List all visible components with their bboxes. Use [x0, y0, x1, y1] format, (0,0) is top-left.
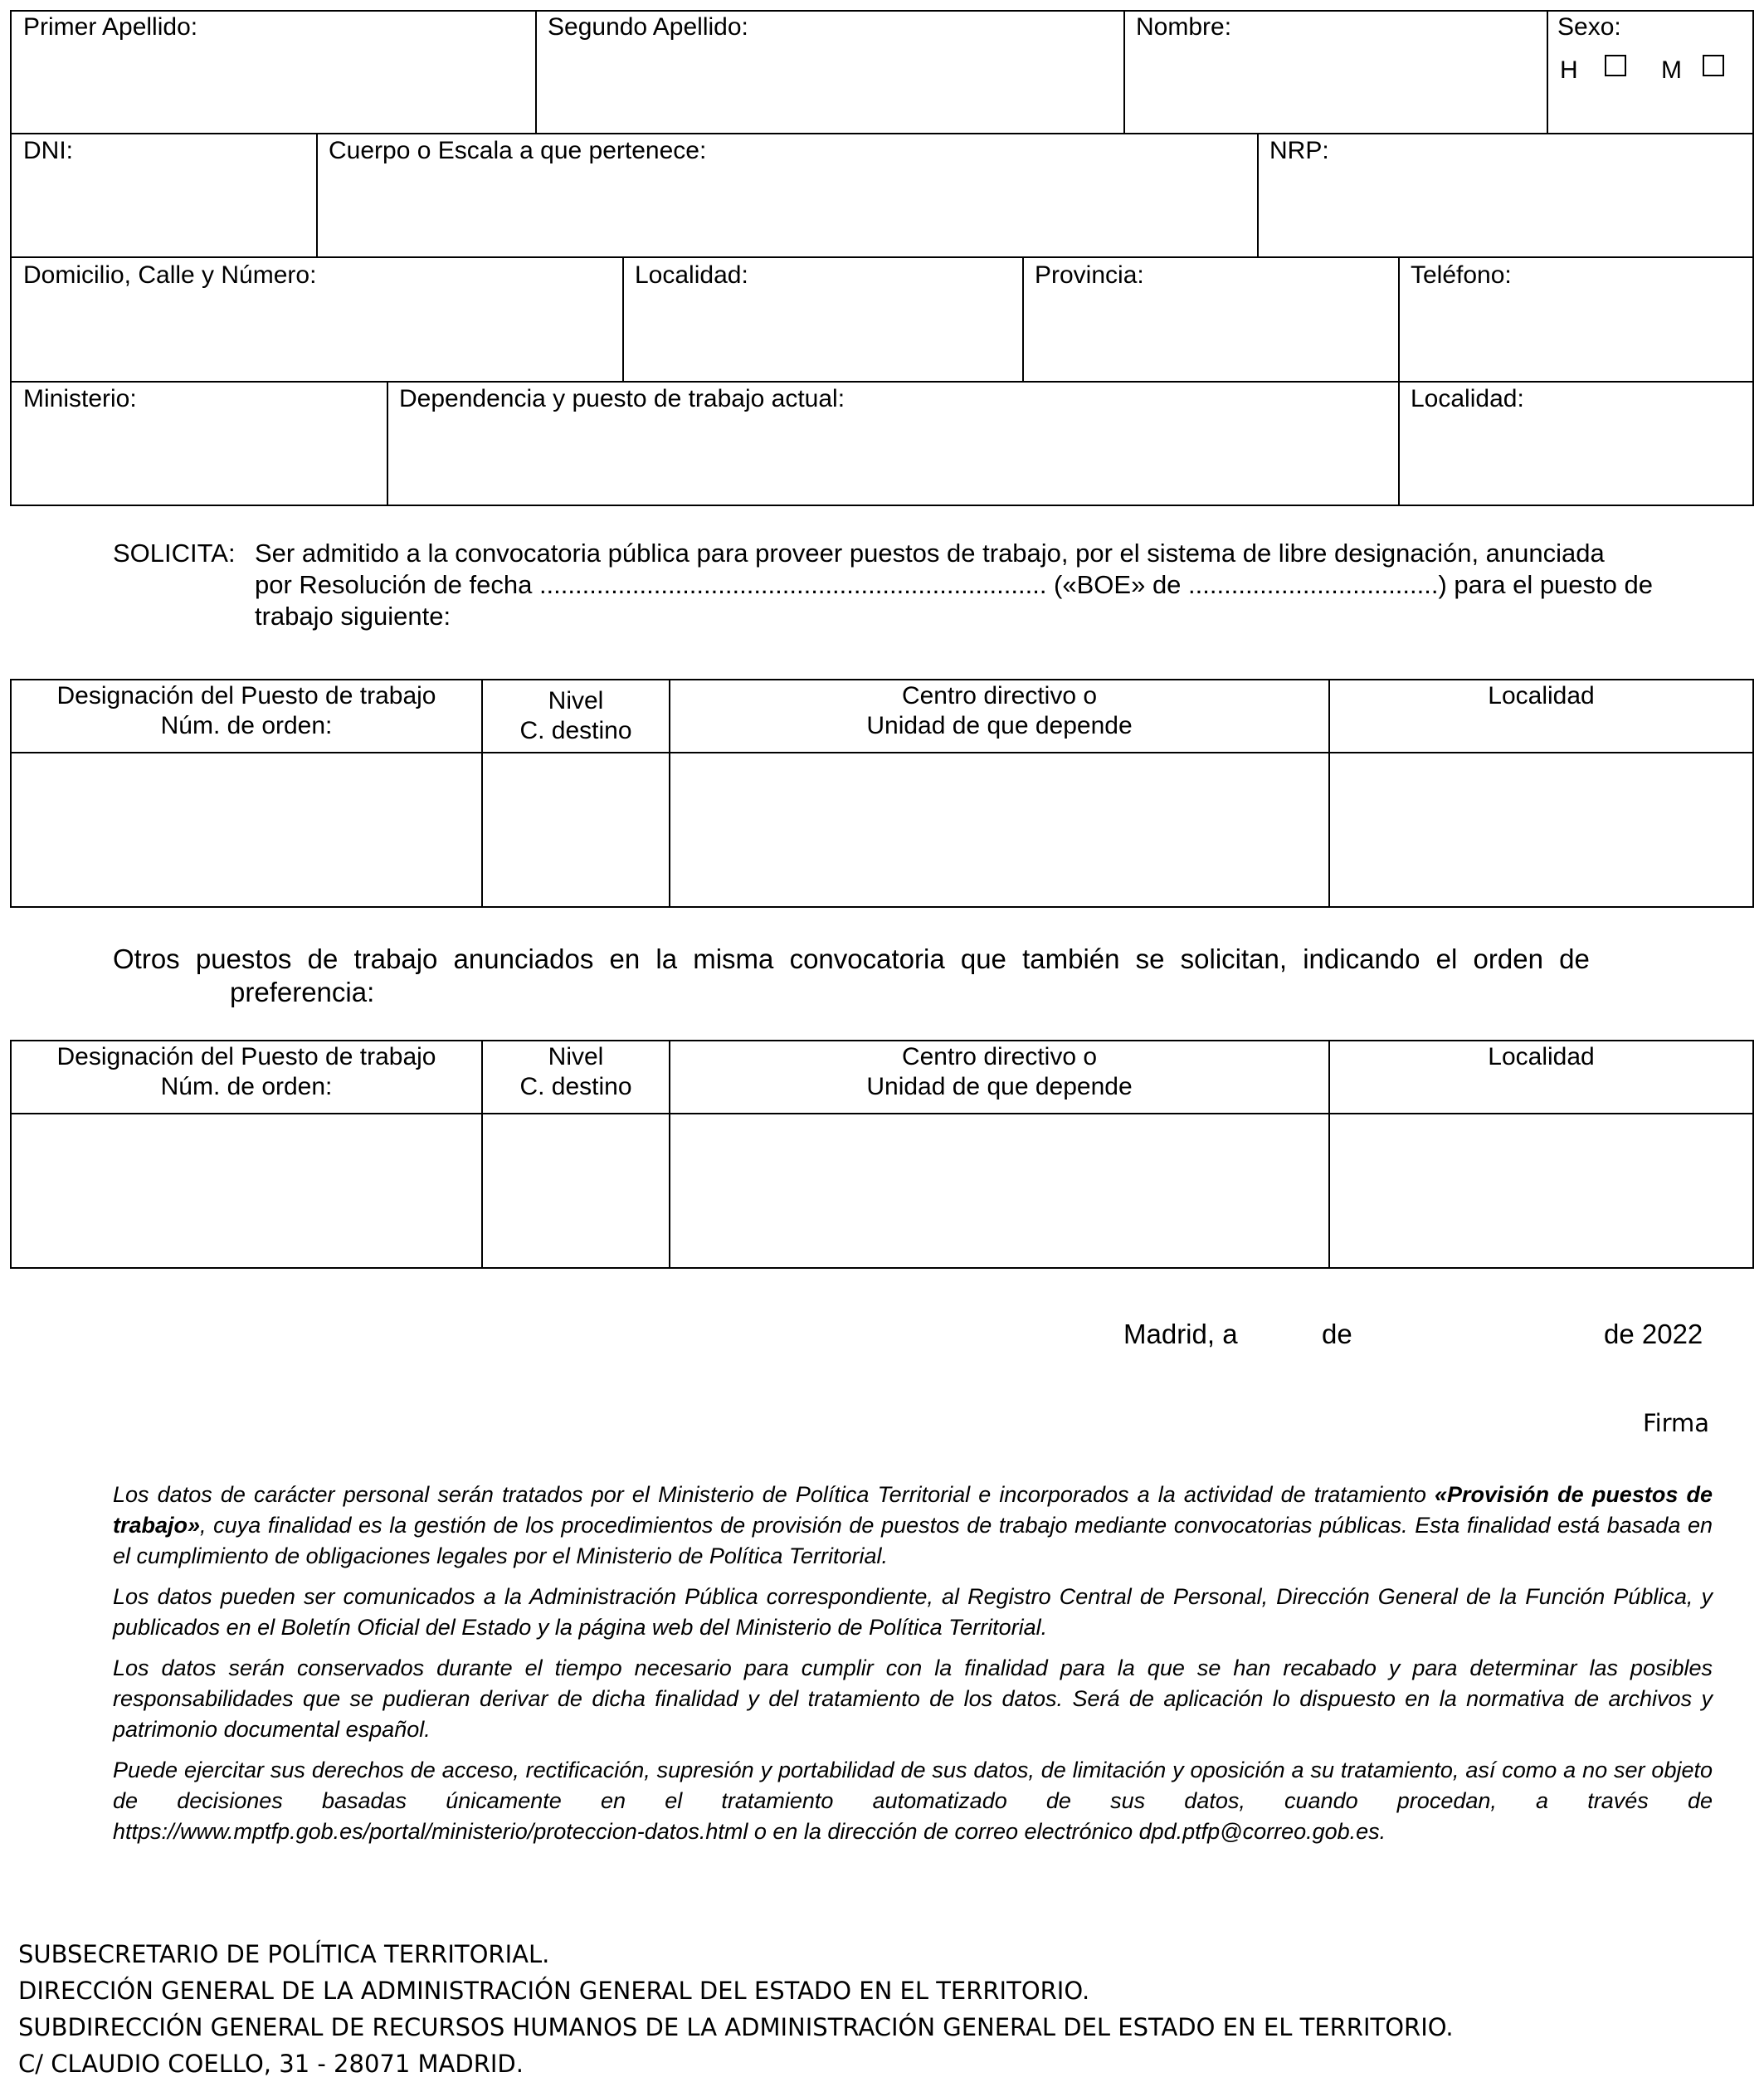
- table1-col-localidad: Localidad: [1488, 682, 1595, 709]
- segundo-apellido-field[interactable]: [537, 46, 1123, 133]
- address-line-1: SUBSECRETARIO DE POLÍTICA TERRITORIAL.: [18, 1940, 550, 1968]
- table2-col-centro: [670, 1043, 1328, 1101]
- cuerpo-field[interactable]: [318, 170, 1257, 256]
- table2-cell-nivel[interactable]: [483, 1114, 669, 1267]
- table1-col-nivel: [483, 687, 669, 745]
- primer-apellido-field[interactable]: [12, 46, 535, 133]
- date-de-label: de: [1322, 1319, 1352, 1349]
- domicilio-field[interactable]: [12, 295, 622, 381]
- solicita-line-1: Ser admitido a la convocatoria pública para proveer puestos de trabajo, por el sistema de libre designación, anunciada: [255, 539, 1605, 568]
- dependencia-label: Dependencia y puesto de trabajo actual:: [399, 385, 845, 412]
- dni-label: DNI:: [23, 137, 73, 164]
- legal-paragraph-4: Puede ejercitar sus derechos de acceso, rectificación, supresión y portabilidad de sus datos, de limitación y oposición a su tratamiento, así como a no ser objeto de decisiones basadas únicamente en el tratamiento automatizado de sus datos, cuando procedan, a través de https://www.mptfp.gob.es/portal/ministerio/proteccion-datos.html o en la dirección de correo electrónico dpd.ptfp@correo.gob.es.: [113, 1758, 1713, 1844]
- date-year-label: de 2022: [1604, 1319, 1703, 1349]
- table2-cell-centro[interactable]: [670, 1114, 1328, 1267]
- table1-cell-localidad[interactable]: [1330, 753, 1752, 906]
- sexo-label: Sexo:: [1557, 13, 1621, 41]
- localidad-actual-label: Localidad:: [1411, 385, 1524, 412]
- table1-col-designacion-line1: Designación del Puesto de trabajo: [56, 682, 436, 709]
- localidad-field[interactable]: [624, 295, 1022, 381]
- table1-col-centro-line2: Unidad de que depende: [866, 712, 1133, 739]
- table1-col-nivel-line2: C. destino: [519, 717, 632, 744]
- table1-col-designacion-line2: Núm. de orden:: [160, 712, 333, 739]
- segundo-apellido-label: Segundo Apellido:: [548, 13, 748, 41]
- nrp-label: NRP:: [1269, 137, 1329, 164]
- primer-apellido-label: Primer Apellido:: [23, 13, 198, 41]
- telefono-label: Teléfono:: [1411, 261, 1512, 289]
- table1-col-centro: [670, 682, 1328, 740]
- cuerpo-label: Cuerpo o Escala a que pertenece:: [329, 137, 707, 164]
- table2-col-nivel: [483, 1043, 669, 1101]
- dni-field[interactable]: [12, 170, 316, 256]
- legal-p1-text-a: Los datos de carácter personal serán tratados por el Ministerio de Política Territorial e incorporados a la actividad de tratamiento: [113, 1482, 1435, 1507]
- table2-col-designacion-line1: Designación del Puesto de trabajo: [56, 1043, 436, 1070]
- table1-col-designacion: [12, 682, 481, 740]
- table2-cell-designacion[interactable]: [12, 1114, 481, 1267]
- table2-col-nivel-line2: C. destino: [519, 1073, 632, 1100]
- table1-col-centro-line1: Centro directivo o: [901, 682, 1098, 709]
- domicilio-label: Domicilio, Calle y Número:: [23, 261, 317, 289]
- nombre-label: Nombre:: [1136, 13, 1232, 41]
- provincia-label: Provincia:: [1035, 261, 1144, 289]
- provincia-field[interactable]: [1024, 295, 1398, 381]
- table2-col-nivel-line1: Nivel: [548, 1043, 604, 1070]
- address-line-3: SUBDIRECCIÓN GENERAL DE RECURSOS HUMANOS DE LA ADMINISTRACIÓN GENERAL DEL ESTADO EN EL TERRITORIO.: [18, 2013, 1454, 2041]
- legal-paragraph-1: [113, 1480, 1713, 1572]
- table2-cell-localidad[interactable]: [1330, 1114, 1752, 1267]
- table2-col-designacion-line2: Núm. de orden:: [160, 1073, 333, 1100]
- solicita-line-3: trabajo siguiente:: [255, 602, 451, 631]
- otros-line-1: Otros puestos de trabajo anunciados en la misma convocatoria que también se solicitan, indicando el orden de: [113, 943, 1590, 974]
- table2-col-localidad: Localidad: [1488, 1043, 1595, 1070]
- address-line-2: DIRECCIÓN GENERAL DE LA ADMINISTRACIÓN GENERAL DEL ESTADO EN EL TERRITORIO.: [18, 1977, 1090, 2005]
- sexo-m-checkbox[interactable]: [1703, 55, 1724, 76]
- table2-col-centro-line1: Centro directivo o: [901, 1043, 1098, 1070]
- table1-cell-centro[interactable]: [670, 753, 1328, 906]
- legal-p1-bold: «Provisión de puestos de trabajo»: [113, 1482, 1713, 1538]
- solicita-line-2: por Resolución de fecha ....................................................................... («BOE» de ...................................) para el puesto de: [255, 570, 1653, 599]
- localidad-label: Localidad:: [635, 261, 748, 289]
- table2-col-centro-line2: Unidad de que depende: [866, 1073, 1133, 1100]
- legal-paragraph-2: Los datos pueden ser comunicados a la Administración Pública correspondiente, al Registro Central de Personal, Dirección General de la Función Pública, y publicados en el Boletín Oficial del Estado y la página web del Ministerio de Política Territorial.: [113, 1584, 1713, 1640]
- date-month-field[interactable]: [1369, 1315, 1597, 1352]
- date-madrid-label: Madrid, a: [1123, 1319, 1238, 1349]
- table2-col-designacion: [12, 1043, 481, 1101]
- table1-col-nivel-line1: Nivel: [548, 687, 604, 714]
- otros-line-2: preferencia:: [230, 977, 375, 1007]
- legal-p1-text-b: , cuya finalidad es la gestión de los procedimientos de provisión de puestos de trabajo mediante convocatorias públicas. Esta finalidad está basada en el cumplimiento de obligaciones legales por el Ministerio de Política Territorial.: [113, 1513, 1713, 1568]
- legal-paragraph-3: Los datos serán conservados durante el tiempo necesario para cumplir con la finalidad para la que se han recabado y para determinar las posibles responsabilidades que se pudieran derivar de dicha finalidad y del tratamiento de los datos. Será de aplicación lo dispuesto en la normativa de archivos y patrimonio documental español.: [113, 1655, 1713, 1742]
- nombre-field[interactable]: [1125, 46, 1547, 133]
- sexo-m-label: M: [1661, 56, 1682, 84]
- table1-cell-designacion[interactable]: [12, 753, 481, 906]
- localidad-actual-field[interactable]: [1400, 418, 1752, 505]
- sexo-h-label: H: [1560, 56, 1578, 84]
- telefono-field[interactable]: [1400, 295, 1752, 381]
- table1-cell-nivel[interactable]: [483, 753, 669, 906]
- dependencia-field[interactable]: [388, 418, 1398, 505]
- sexo-h-checkbox[interactable]: [1605, 55, 1626, 76]
- nrp-field[interactable]: [1259, 170, 1752, 256]
- firma-label: Firma: [1643, 1409, 1710, 1437]
- ministerio-field[interactable]: [12, 418, 387, 505]
- solicita-label: SOLICITA:: [113, 539, 236, 568]
- date-day-field[interactable]: [1255, 1315, 1317, 1352]
- ministerio-label: Ministerio:: [23, 385, 137, 412]
- address-line-4: C/ CLAUDIO COELLO, 31 - 28071 MADRID.: [18, 2050, 524, 2078]
